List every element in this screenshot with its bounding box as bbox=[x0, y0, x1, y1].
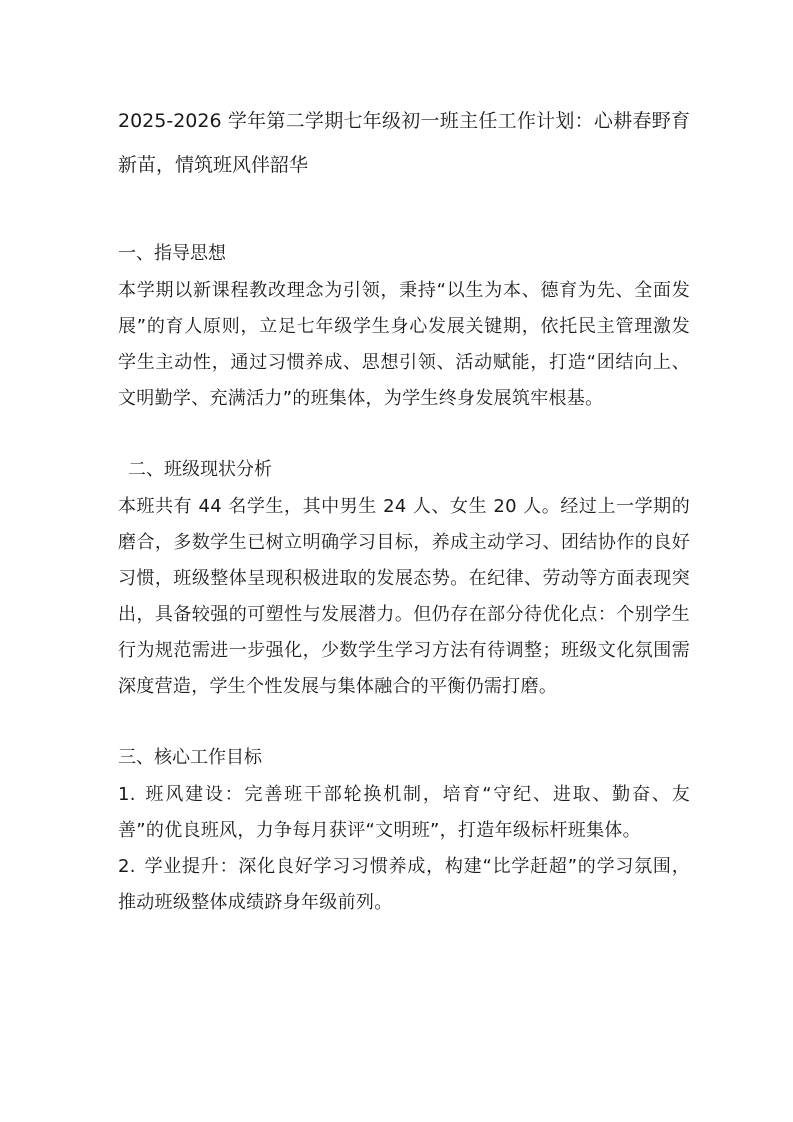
section-core-goals bbox=[118, 739, 690, 921]
section-heading: 三、核心工作目标 bbox=[118, 747, 262, 768]
list-item-text: 班风建设：完善班干部轮换机制，培育“守纪、进取、勤奋、友善”的优良班风，力争每月获评“文明班”，打造年级标杆班集体。 bbox=[118, 784, 690, 841]
list-item-text: 学业提升：深化良好学习习惯养成，构建“比学赶超”的学习氛围，推动班级整体成绩跻身年级前列。 bbox=[118, 856, 690, 913]
spacer bbox=[118, 705, 690, 739]
section-guiding-ideology bbox=[118, 235, 690, 417]
section-class-status bbox=[118, 451, 690, 705]
list-item bbox=[118, 777, 690, 849]
section-paragraph: 本班共有 44 名学生，其中男生 24 人、女生 20 人。经过上一学期的磨合，多数学生已树立明确学习目标，养成主动学习、团结协作的良好习惯，班级整体呈现积极进取的发展态势。在纪律、劳动等方面表现突出，具备较强的可塑性与发展潜力。但仍存在部分待优化点：个别学生行为规范需进一步强化，少数学生学习方法有待调整；班级文化氛围需深度营造，学生个性发展与集体融合的平衡仍需打磨。 bbox=[118, 496, 690, 697]
spacer bbox=[118, 417, 690, 451]
section-paragraph: 本学期以新课程教改理念为引领，秉持“以生为本、德育为先、全面发展”的育人原则，立足七年级学生身心发展关键期，依托民主管理激发学生主动性，通过习惯养成、思想引领、活动赋能，打造“团结向上、文明勤学、充满活力”的班集体，为学生终身发展筑牢根基。 bbox=[118, 280, 690, 409]
document-title: 2025-2026 学年第二学期七年级初一班主任工作计划：心耕春野育新苗，情筑班风伴韶华 bbox=[118, 110, 690, 176]
section-heading: 一、指导思想 bbox=[118, 243, 226, 264]
section-heading: 二、班级现状分析 bbox=[128, 459, 272, 480]
list-item bbox=[118, 849, 690, 921]
list-number: 2. bbox=[118, 856, 136, 877]
spacer bbox=[118, 187, 690, 235]
document-content bbox=[118, 99, 690, 921]
list-number: 1. bbox=[118, 784, 136, 805]
